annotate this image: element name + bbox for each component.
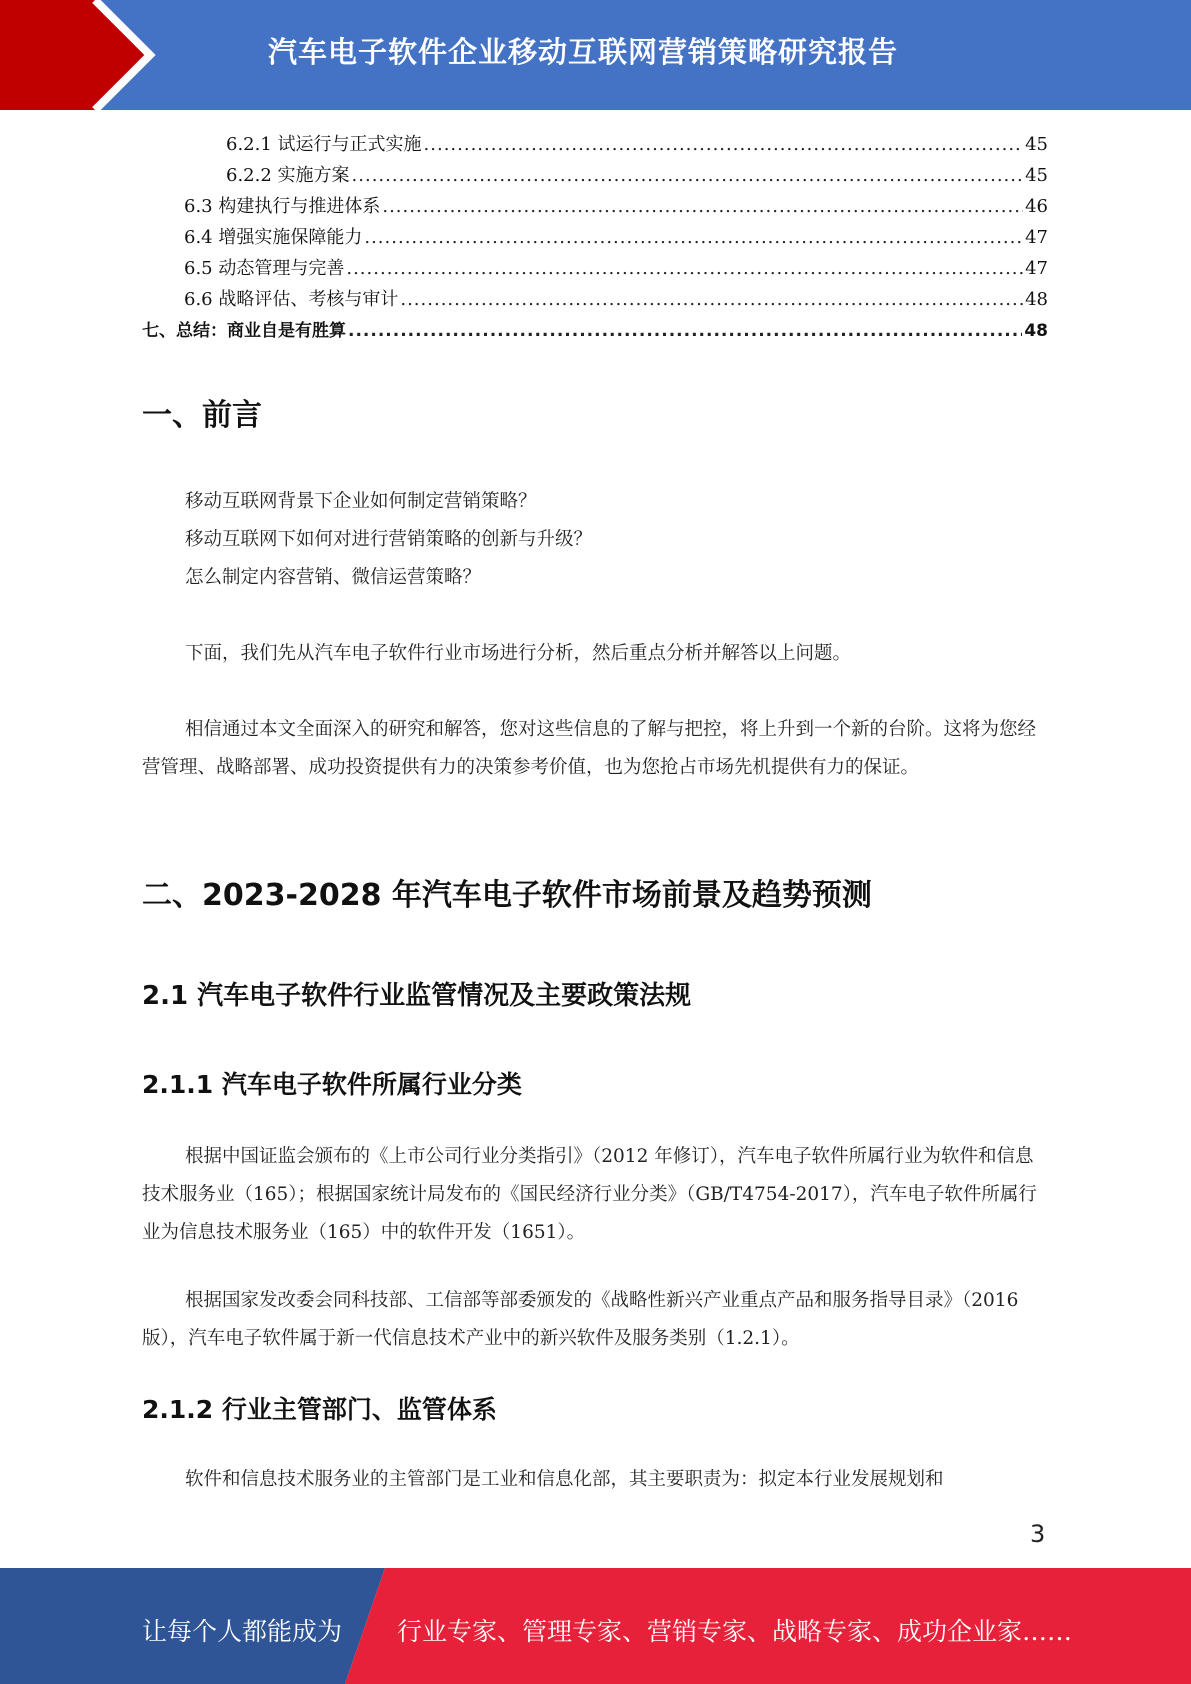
toc-leader-dots [382,196,1023,217]
toc-entry-page: 47 [1025,258,1048,279]
section-heading-forecast: 二、2023-2028 年汽车电子软件市场前景及趋势预测 [142,878,872,913]
header-title: 汽车电子软件企业移动互联网营销策略研究报告 [268,35,899,69]
paragraph-value: 相信通过本文全面深入的研究和解答，您对这些信息的了解与把控，将上升到一个新的台阶。这将为您经营管理、战略部署、成功投资提供有力的决策参考价值，也为您抢占市场先机提供有力的保证。 [142,719,1037,778]
toc-entry-label: 6.3 构建执行与推进体系 [184,196,381,217]
subsection-heading-2-1: 2.1 汽车电子软件行业监管情况及主要政策法规 [142,981,692,1011]
page-number: 3 [1030,1520,1046,1548]
toc-entry[interactable] [142,285,1048,316]
toc-leader-dots [364,227,1023,248]
toc-entry-page: 47 [1025,227,1048,248]
paragraph-intro: 下面，我们先从汽车电子软件行业市场进行分析，然后重点分析并解答以上问题。 [185,643,852,664]
toc-entry-page: 45 [1025,134,1048,155]
toc-entry[interactable] [142,192,1048,223]
toc-entry-label: 6.5 动态管理与完善 [184,258,345,279]
question-line: 移动互联网背景下企业如何制定营销策略？ [185,491,537,512]
header-arrow-decoration [0,0,160,110]
toc-leader-dots [346,258,1023,279]
subsection-heading-2-1-1: 2.1.1 汽车电子软件所属行业分类 [142,1070,522,1099]
paragraph-industry-class: 根据中国证监会颁布的《上市公司行业分类指引》（2012 年修订），汽车电子软件所属行业为软件和信息技术服务业（165）；根据国家统计局发布的《国民经济行业分类》（GB/T4754-2017），汽车电子软件所属行业为信息技术服务业（165）中的软件开发（1651）。 [142,1146,1037,1243]
toc-entry-label: 6.2.1 试运行与正式实施 [226,134,422,155]
toc-entry[interactable] [142,254,1048,285]
toc-leader-dots [424,134,1024,155]
table-of-contents [142,130,1048,347]
toc-entry[interactable] [142,161,1048,192]
toc-entry-page: 48 [1024,321,1048,341]
page-footer [0,1568,1191,1684]
toc-entry-label: 6.2.2 实施方案 [226,165,350,186]
toc-entry-label: 6.6 战略评估、考核与审计 [184,289,399,310]
toc-entry-page: 46 [1025,196,1048,217]
toc-leader-dots [348,321,1022,341]
toc-entry[interactable] [142,223,1048,254]
question-line: 怎么制定内容营销、微信运营策略？ [185,567,482,588]
subsection-heading-2-1-2: 2.1.2 行业主管部门、监管体系 [142,1395,497,1424]
toc-leader-dots [400,289,1023,310]
footer-slogan-left: 让每个人都能成为 [142,1617,343,1646]
toc-entry[interactable] [142,316,1048,347]
section-heading-preface: 一、前言 [142,398,262,433]
toc-entry-label: 6.4 增强实施保障能力 [184,227,363,248]
toc-entry[interactable] [142,130,1048,161]
toc-leader-dots [352,165,1024,186]
question-line: 移动互联网下如何对进行营销策略的创新与升级？ [185,529,593,550]
toc-entry-page: 45 [1025,165,1048,186]
footer-slogan-right: 行业专家、管理专家、营销专家、战略专家、成功企业家…… [397,1617,1073,1646]
toc-entry-label: 七、总结：商业自是有胜算 [142,321,346,341]
paragraph-strategic-catalog: 根据国家发改委会同科技部、工信部等部委颁发的《战略性新兴产业重点产品和服务指导目录》（2016 版），汽车电子软件属于新一代信息技术产业中的新兴软件及服务类别（1.2.1）。 [142,1290,1019,1349]
toc-entry-page: 48 [1025,289,1048,310]
paragraph-authority: 软件和信息技术服务业的主管部门是工业和信息化部，其主要职责为：拟定本行业发展规划和 [185,1469,944,1490]
page-header [0,0,1191,110]
